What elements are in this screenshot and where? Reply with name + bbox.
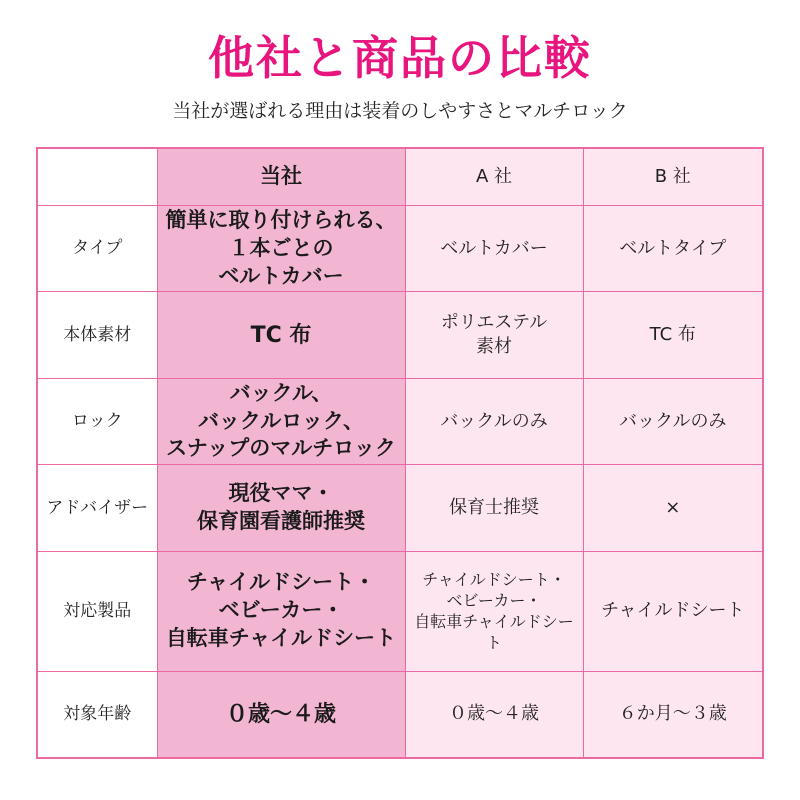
cell-a-text: ベルトカバー <box>440 237 548 259</box>
cell-a-text: ０歳～４歳 <box>449 703 539 725</box>
row-label: タイプ <box>37 205 157 291</box>
cell-company-a <box>405 551 583 671</box>
table-row-advisor <box>37 465 763 551</box>
table-row-compatible-products <box>37 551 763 671</box>
cell-ours <box>157 671 405 758</box>
cell-ours-text: チャイルドシート・ ベビーカー・ 自転車チャイルドシート <box>165 570 397 650</box>
cell-ours-text: 現役ママ・ 保育園看護師推奨 <box>197 481 365 533</box>
cell-company-a <box>405 378 583 464</box>
cell-b-text: ベルトタイプ <box>619 237 727 259</box>
cell-a-text: チャイルドシート・ ベビーカー・ 自転車チャイルドシート <box>414 569 574 653</box>
cell-ours-text: TC 布 <box>250 322 312 348</box>
cell-ours <box>157 205 405 291</box>
cell-ours <box>157 292 405 378</box>
cell-ours <box>157 378 405 464</box>
cell-b-text: × <box>665 496 681 518</box>
row-label: 本体素材 <box>37 292 157 378</box>
table-row-material <box>37 292 763 378</box>
cell-ours <box>157 551 405 671</box>
cell-ours <box>157 465 405 551</box>
cell-ours-text: 簡単に取り付けられる、 １本ごとの ベルトカバー <box>165 208 397 288</box>
cell-a-text: ポリエステル 素材 <box>440 312 548 358</box>
table-row-target-age <box>37 671 763 758</box>
cell-company-a <box>405 671 583 758</box>
cell-a-text: バックルのみ <box>440 410 548 432</box>
row-label: 対応製品 <box>37 551 157 671</box>
cell-company-a <box>405 292 583 378</box>
cell-company-b <box>583 671 763 758</box>
table-row-lock <box>37 378 763 464</box>
cell-ours-text: バックル、 バックルロック、 スナップのマルチロック <box>166 380 396 461</box>
column-header-company-b: B 社 <box>583 148 763 205</box>
cell-company-b <box>583 378 763 464</box>
cell-b-text: ６か月～３歳 <box>618 703 727 725</box>
cell-ours-text: ０歳～４歳 <box>225 701 336 727</box>
cell-b-text: バックルのみ <box>619 410 727 432</box>
cell-b-text: TC 布 <box>649 324 696 346</box>
cell-company-a <box>405 465 583 551</box>
cell-company-b <box>583 551 763 671</box>
row-label: アドバイザー <box>37 465 157 551</box>
page-subtitle: 当社が選ばれる理由は装着のしやすさとマルチロック <box>172 100 628 122</box>
cell-a-text: 保育士推奨 <box>449 496 539 518</box>
row-label: ロック <box>37 378 157 464</box>
row-label: 対象年齢 <box>37 671 157 758</box>
page-title: 他社と商品の比較 <box>208 31 592 85</box>
column-header-company-a: A 社 <box>405 148 583 205</box>
header-empty-cell <box>37 148 157 205</box>
cell-b-text: チャイルドシート <box>601 600 745 622</box>
comparison-table <box>36 147 764 759</box>
table-header-row <box>37 148 763 205</box>
cell-company-a <box>405 205 583 291</box>
cell-company-b <box>583 205 763 291</box>
cell-company-b <box>583 465 763 551</box>
table-row-type <box>37 205 763 291</box>
column-header-ours: 当社 <box>157 148 405 205</box>
cell-company-b <box>583 292 763 378</box>
